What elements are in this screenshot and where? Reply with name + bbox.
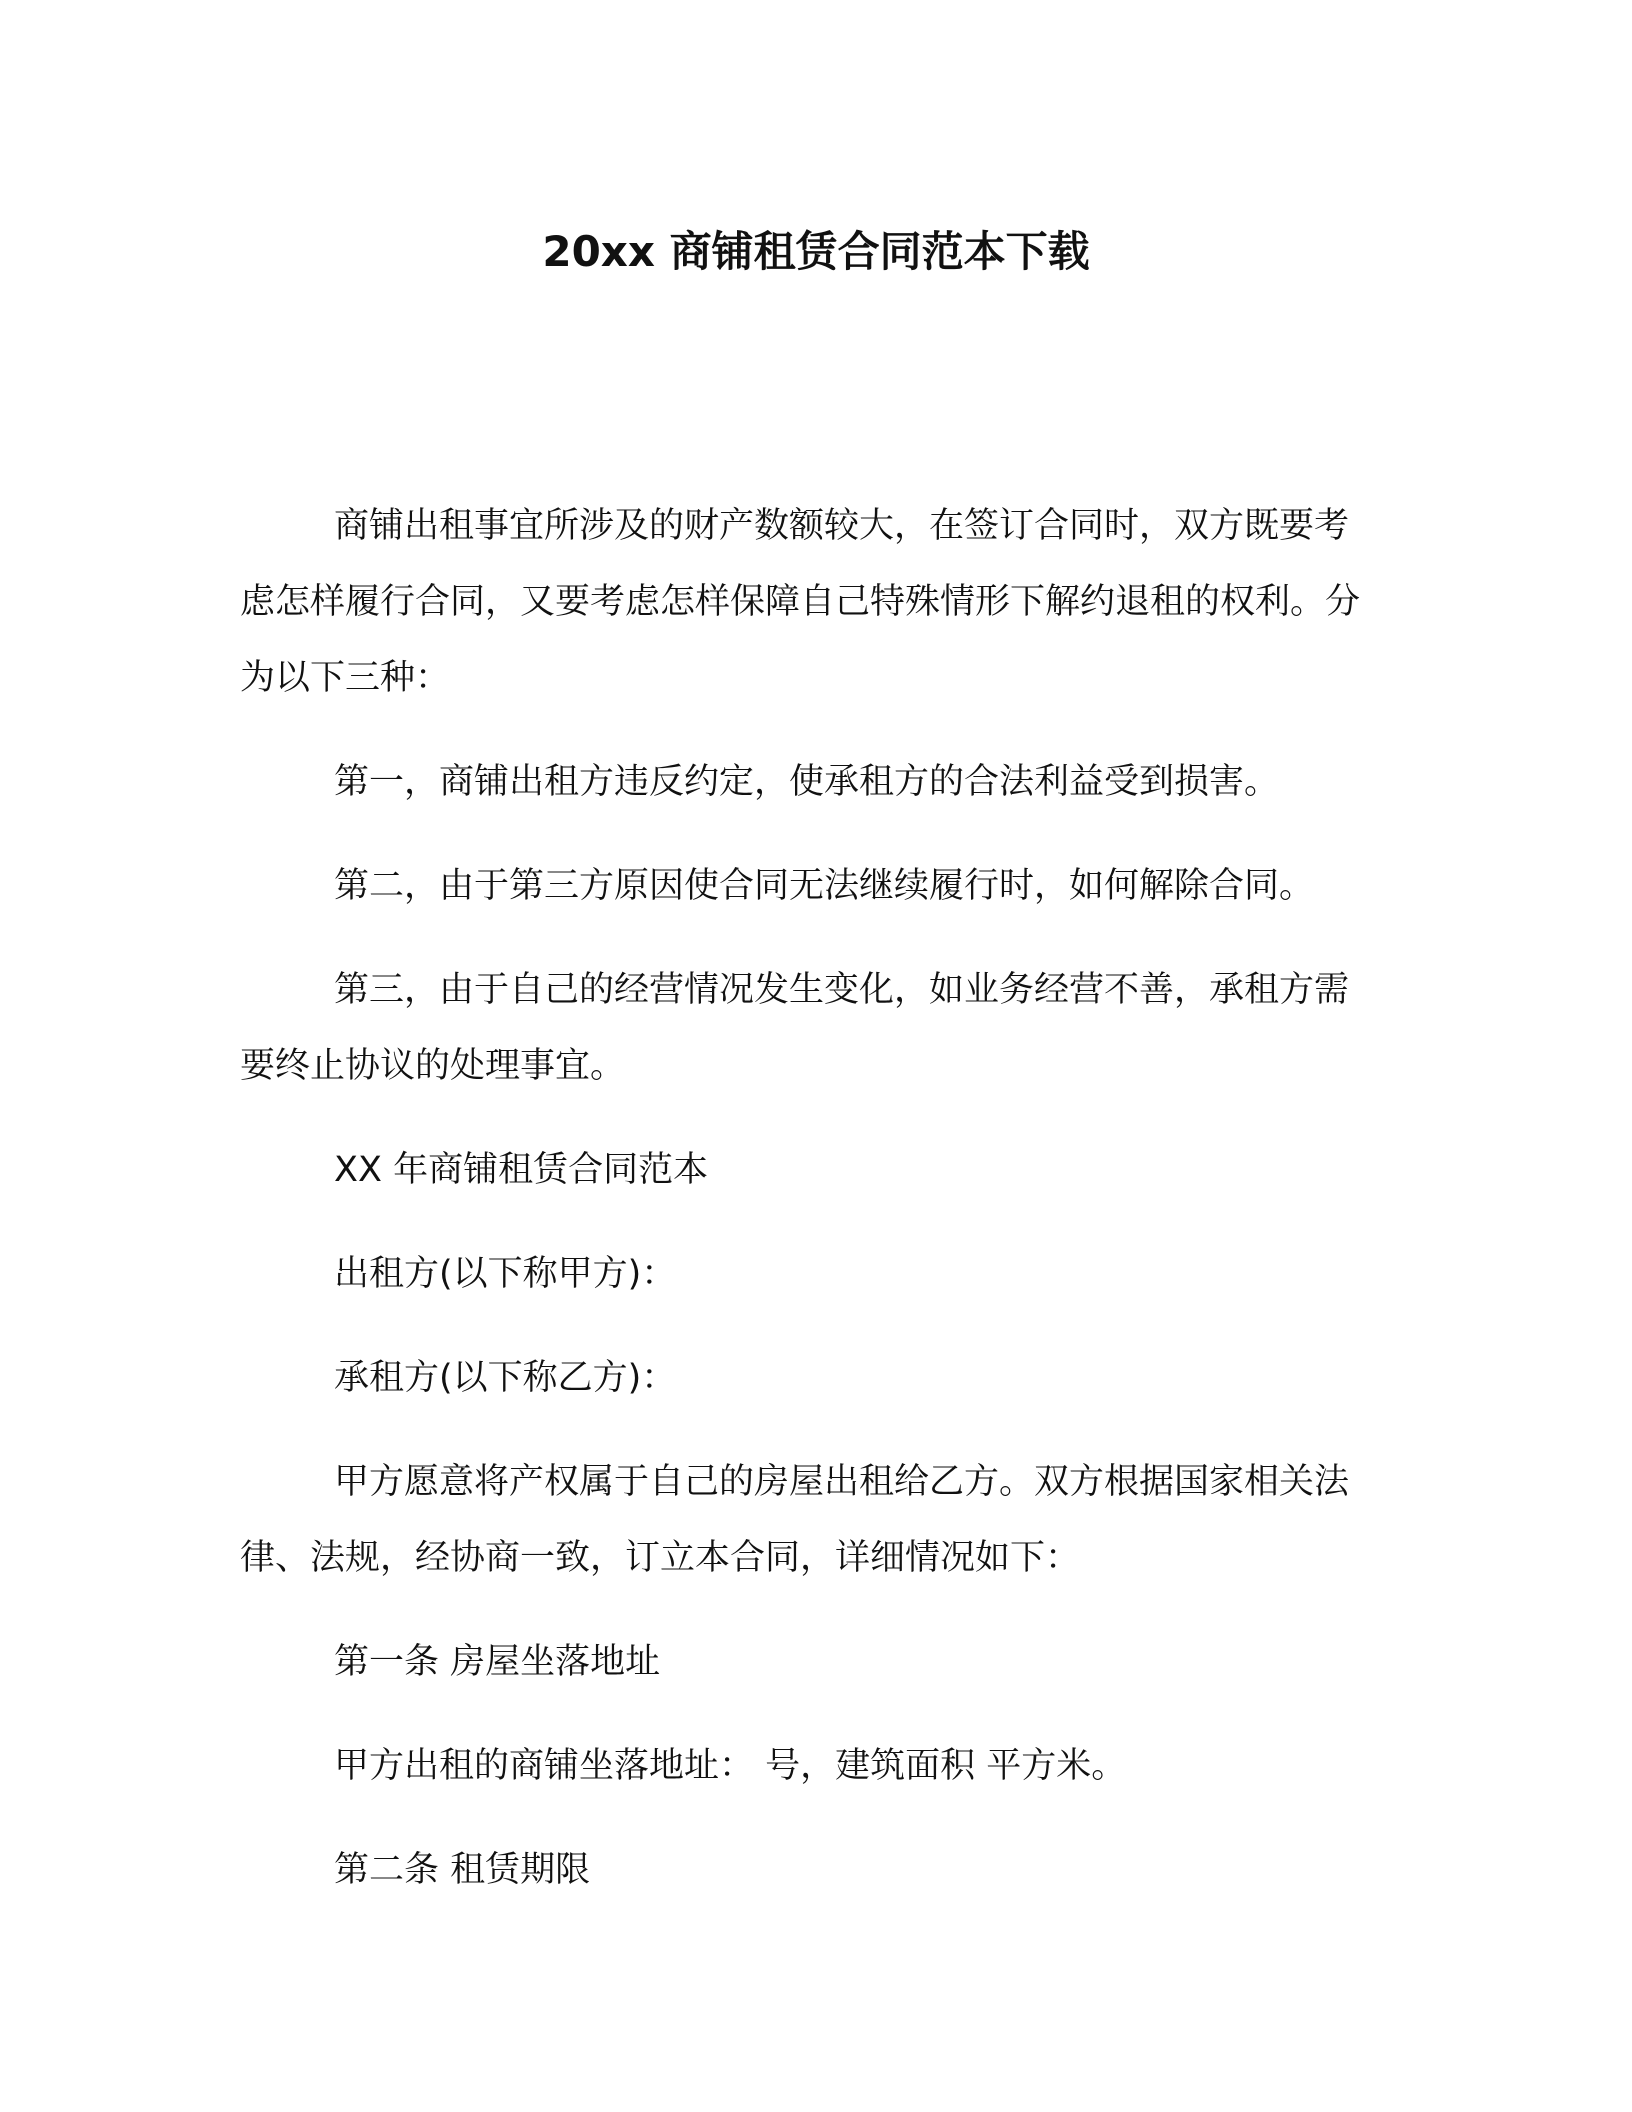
article-two-heading: 第二条 租赁期限 (334, 1850, 591, 1890)
point-one-paragraph: 第一，商铺出租方违反约定，使承租方的合法利益受到损害。 (334, 762, 1280, 802)
document-body (240, 488, 1380, 1936)
lessor-line: 出租方(以下称甲方)： (334, 1254, 677, 1294)
contract-subtitle: XX 年商铺租赁合同范本 (334, 1150, 709, 1190)
intro-paragraph: 商铺出租事宜所涉及的财产数额较大，在签订合同时，双方既要考虑怎样履行合同，又要考虑怎样保障自己特殊情形下解约退租的权利。分为以下三种： (240, 506, 1361, 698)
point-two-paragraph: 第二，由于第三方原因使合同无法继续履行时，如何解除合同。 (334, 866, 1315, 906)
document-title: 20xx 商铺租赁合同范本下载 (542, 227, 1090, 276)
address-line: 甲方出租的商铺坐落地址： 号，建筑面积 平方米。 (334, 1746, 1127, 1786)
article-one-heading: 第一条 房屋坐落地址 (334, 1642, 661, 1682)
agreement-paragraph: 甲方愿意将产权属于自己的房屋出租给乙方。双方根据国家相关法律、法规，经协商一致，订立本合同，详细情况如下： (240, 1462, 1350, 1578)
point-three-paragraph: 第三，由于自己的经营情况发生变化，如业务经营不善，承租方需要终止协议的处理事宜。 (240, 970, 1350, 1086)
lessee-line: 承租方(以下称乙方)： (334, 1358, 677, 1398)
